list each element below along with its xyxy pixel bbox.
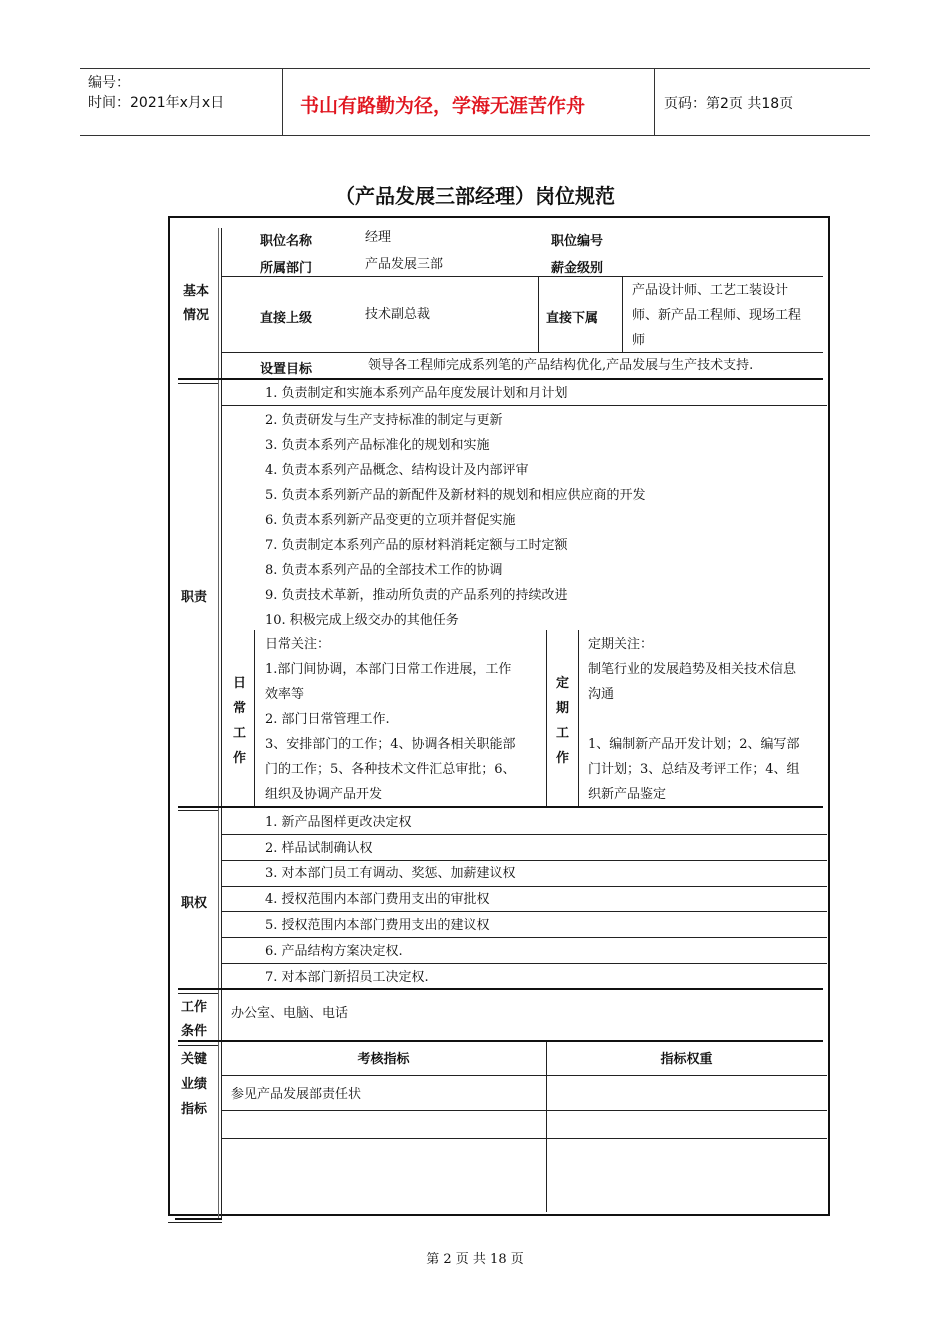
authority-item: 6. 产品结构方案决定权. <box>265 944 403 959</box>
subordinate-line-2: 师、新产品工程师、现场工程 <box>632 308 802 323</box>
duty-item: 3. 负责本系列产品标准化的规划和实施 <box>265 438 490 453</box>
daily-line: 门的工作；5、各种技术文件汇总审批；6、 <box>265 762 516 777</box>
authority-item: 3. 对本部门员工有调动、奖惩、加薪建议权 <box>265 866 516 881</box>
authority-section-label: 职权 <box>181 896 208 911</box>
authority-item: 7. 对本部门新招员工决定权. <box>265 970 429 985</box>
department-label: 所属部门 <box>260 261 313 276</box>
direct-superior: 技术副总裁 <box>365 307 431 322</box>
authority-item: 5. 授权范围内本部门费用支出的建议权 <box>265 918 490 933</box>
periodic-line: 门计划；3、总结及考评工作；4、组 <box>588 762 800 777</box>
doc-code-label: 编号： <box>88 75 130 91</box>
kpi-label-line: 关键 <box>181 1052 208 1067</box>
salary-level-label: 薪金级别 <box>551 261 604 276</box>
position-code-label: 职位编号 <box>551 234 604 249</box>
conditions-label-line: 条件 <box>181 1024 208 1039</box>
periodic-line: 织新产品鉴定 <box>588 787 667 802</box>
subordinate-line-3: 师 <box>632 333 646 348</box>
duty-item: 1. 负责制定和实施本系列产品年度发展计划和月计划 <box>265 386 568 401</box>
kpi-col-indicator: 考核指标 <box>357 1052 410 1067</box>
kpi-row-indicator: 参见产品发展部责任状 <box>231 1087 362 1102</box>
subordinate-line-1: 产品设计师、工艺工装设计 <box>632 283 789 298</box>
daily-line: 2. 部门日常管理工作. <box>265 712 390 727</box>
kpi-label-line: 业绩 <box>181 1077 208 1092</box>
direct-subordinate-label: 直接下属 <box>546 311 599 326</box>
conditions-label-line: 工作 <box>181 1000 208 1015</box>
daily-line: 效率等 <box>265 687 305 702</box>
authority-item: 4. 授权范围内本部门费用支出的审批权 <box>265 892 490 907</box>
periodic-work-label-char: 期 <box>556 701 570 716</box>
goal-label: 设置目标 <box>260 362 313 377</box>
periodic-line: 制笔行业的发展趋势及相关技术信息 <box>588 662 797 677</box>
daily-work-label-char: 日 <box>233 676 247 691</box>
periodic-line: 定期关注： <box>588 637 654 652</box>
daily-work-label-char: 作 <box>233 751 247 766</box>
page-footer: 第 2 页 共 18 页 <box>426 1252 524 1267</box>
duty-item: 2. 负责研发与生产支持标准的制定与更新 <box>265 413 503 428</box>
periodic-work-label-char: 作 <box>556 751 570 766</box>
daily-line: 日常关注： <box>265 637 331 652</box>
authority-item: 2. 样品试制确认权 <box>265 841 373 856</box>
periodic-line: 沟通 <box>588 687 615 702</box>
duty-item: 7. 负责制定本系列产品的原材料消耗定额与工时定额 <box>265 538 568 553</box>
daily-work-label-char: 工 <box>233 726 247 741</box>
daily-line: 3、安排部门的工作；4、协调各相关职能部 <box>265 737 516 752</box>
duty-item: 5. 负责本系列新产品的新配件及新材料的规划和相应供应商的开发 <box>265 488 646 503</box>
department: 产品发展三部 <box>365 257 444 272</box>
position-name: 经理 <box>365 230 392 245</box>
page-info: 页码：第2页 共18页 <box>664 96 794 112</box>
kpi-col-weight: 指标权重 <box>660 1052 713 1067</box>
doc-time-label: 时间：2021年x月x日 <box>88 95 225 111</box>
daily-work-label-char: 常 <box>233 701 247 716</box>
daily-line: 1.部门间协调，本部门日常工作进展，工作 <box>265 662 512 677</box>
duty-item: 4. 负责本系列产品概念、结构设计及内部评审 <box>265 463 529 478</box>
direct-superior-label: 直接上级 <box>260 311 313 326</box>
goal: 领导各工程师完成系列笔的产品结构优化,产品发展与生产技术支持. <box>368 358 754 373</box>
periodic-line: 1、编制新产品开发计划；2、编写部 <box>588 737 800 752</box>
periodic-work-label-char: 工 <box>556 726 570 741</box>
conditions-value: 办公室、电脑、电话 <box>231 1006 349 1021</box>
daily-line: 组织及协调产品开发 <box>265 787 383 802</box>
authority-item: 1. 新产品图样更改决定权 <box>265 815 412 830</box>
motto: 书山有路勤为径，学海无涯苦作舟 <box>300 95 586 117</box>
duty-item: 8. 负责本系列产品的全部技术工作的协调 <box>265 563 503 578</box>
position-name-label: 职位名称 <box>260 234 313 249</box>
periodic-work-label-char: 定 <box>556 676 570 691</box>
page-title: （产品发展三部经理）岗位规范 <box>335 184 615 208</box>
duty-item: 9. 负责技术革新，推动所负责的产品系列的持续改进 <box>265 588 568 603</box>
duties-section-label: 职责 <box>181 590 208 605</box>
kpi-label-line: 指标 <box>181 1102 208 1117</box>
duty-item: 10. 积极完成上级交办的其他任务 <box>265 613 459 628</box>
duty-item: 6. 负责本系列新产品变更的立项并督促实施 <box>265 513 516 528</box>
basic-section-label: 基本情况 <box>182 284 209 323</box>
